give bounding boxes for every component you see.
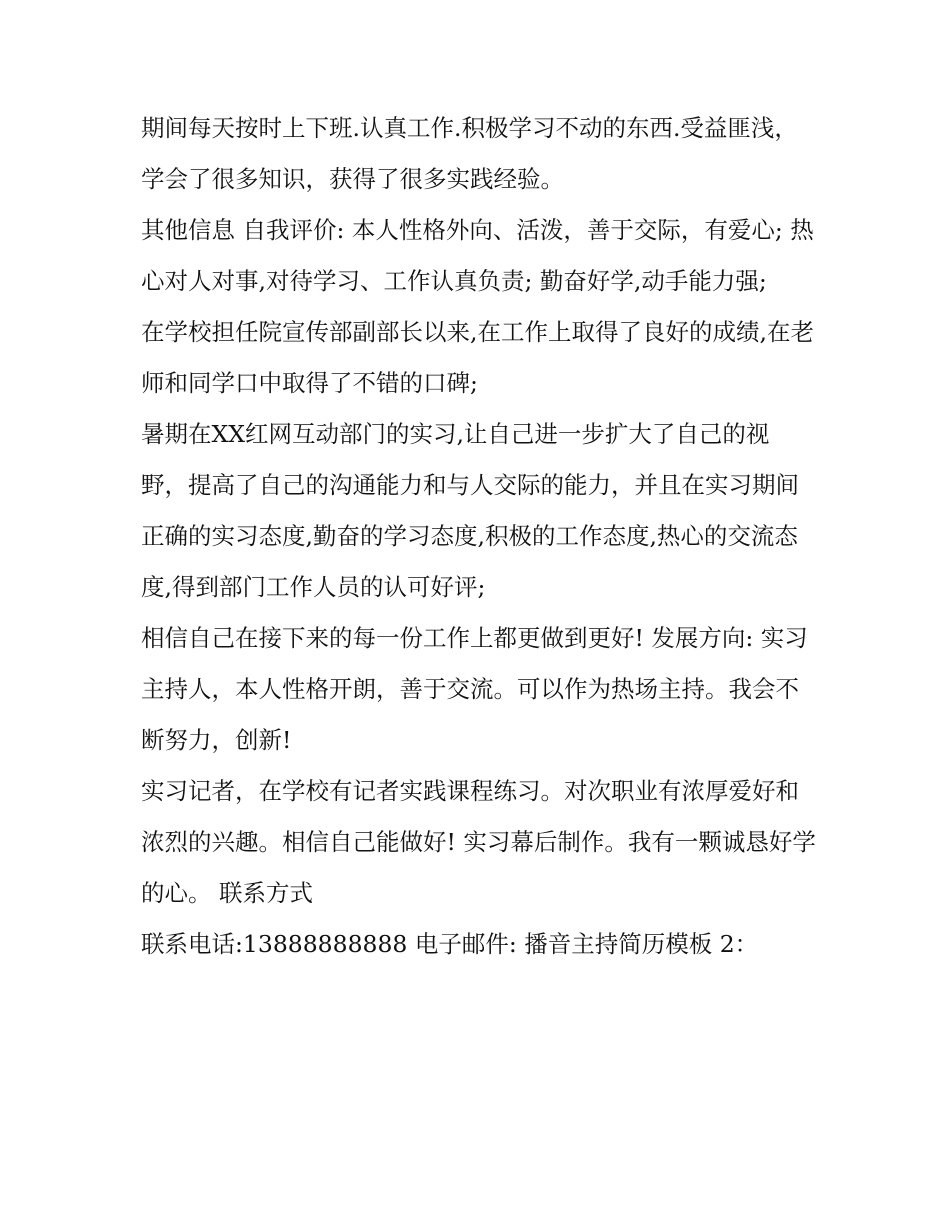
summer-internship-paragraph: 暑期在XX红网互动部门的实习,让自己进一步扩大了自己的视野，提高了自己的沟通能力和与人交际的能力，并且在实习期间正确的实习态度,勤奋的学习态度,积极的工作态度,热心的交流态度,得到部门工作人员的认可好评; (141, 420, 799, 601)
document-body (141, 103, 816, 970)
reporter-experience-paragraph: 实习记者，在学校有记者实践课程练习。对次职业有浓厚爱好和浓烈的兴趣。相信自己能做好! 实习幕后制作。我有一颗诚恳好学的心。 联系方式 (141, 777, 816, 907)
school-role-paragraph: 在学校担任院宣传部副部长以来,在工作上取得了良好的成绩,在老师和同学口中取得了不错的口碑; (141, 318, 814, 397)
self-evaluation-paragraph: 其他信息 自我评价: 本人性格外向、活泼，善于交际，有爱心; 热心对人对事,对待学习、工作认真负责; 勤奋好学,动手能力强; (141, 216, 814, 295)
contact-info-paragraph: 联系电话:13888888888 电子邮件: 播音主持简历模板 2： (141, 930, 759, 958)
career-direction-paragraph: 相信自己在接下来的每一份工作上都更做到更好! 发展方向: 实习主持人，本人性格开朗，善于交流。可以作为热场主持。我会不断努力，创新! (141, 624, 808, 754)
internship-summary-paragraph: 期间每天按时上下班.认真工作.积极学习不动的东西.受益匪浅，学会了很多知识，获得了很多实践经验。 (141, 114, 798, 193)
